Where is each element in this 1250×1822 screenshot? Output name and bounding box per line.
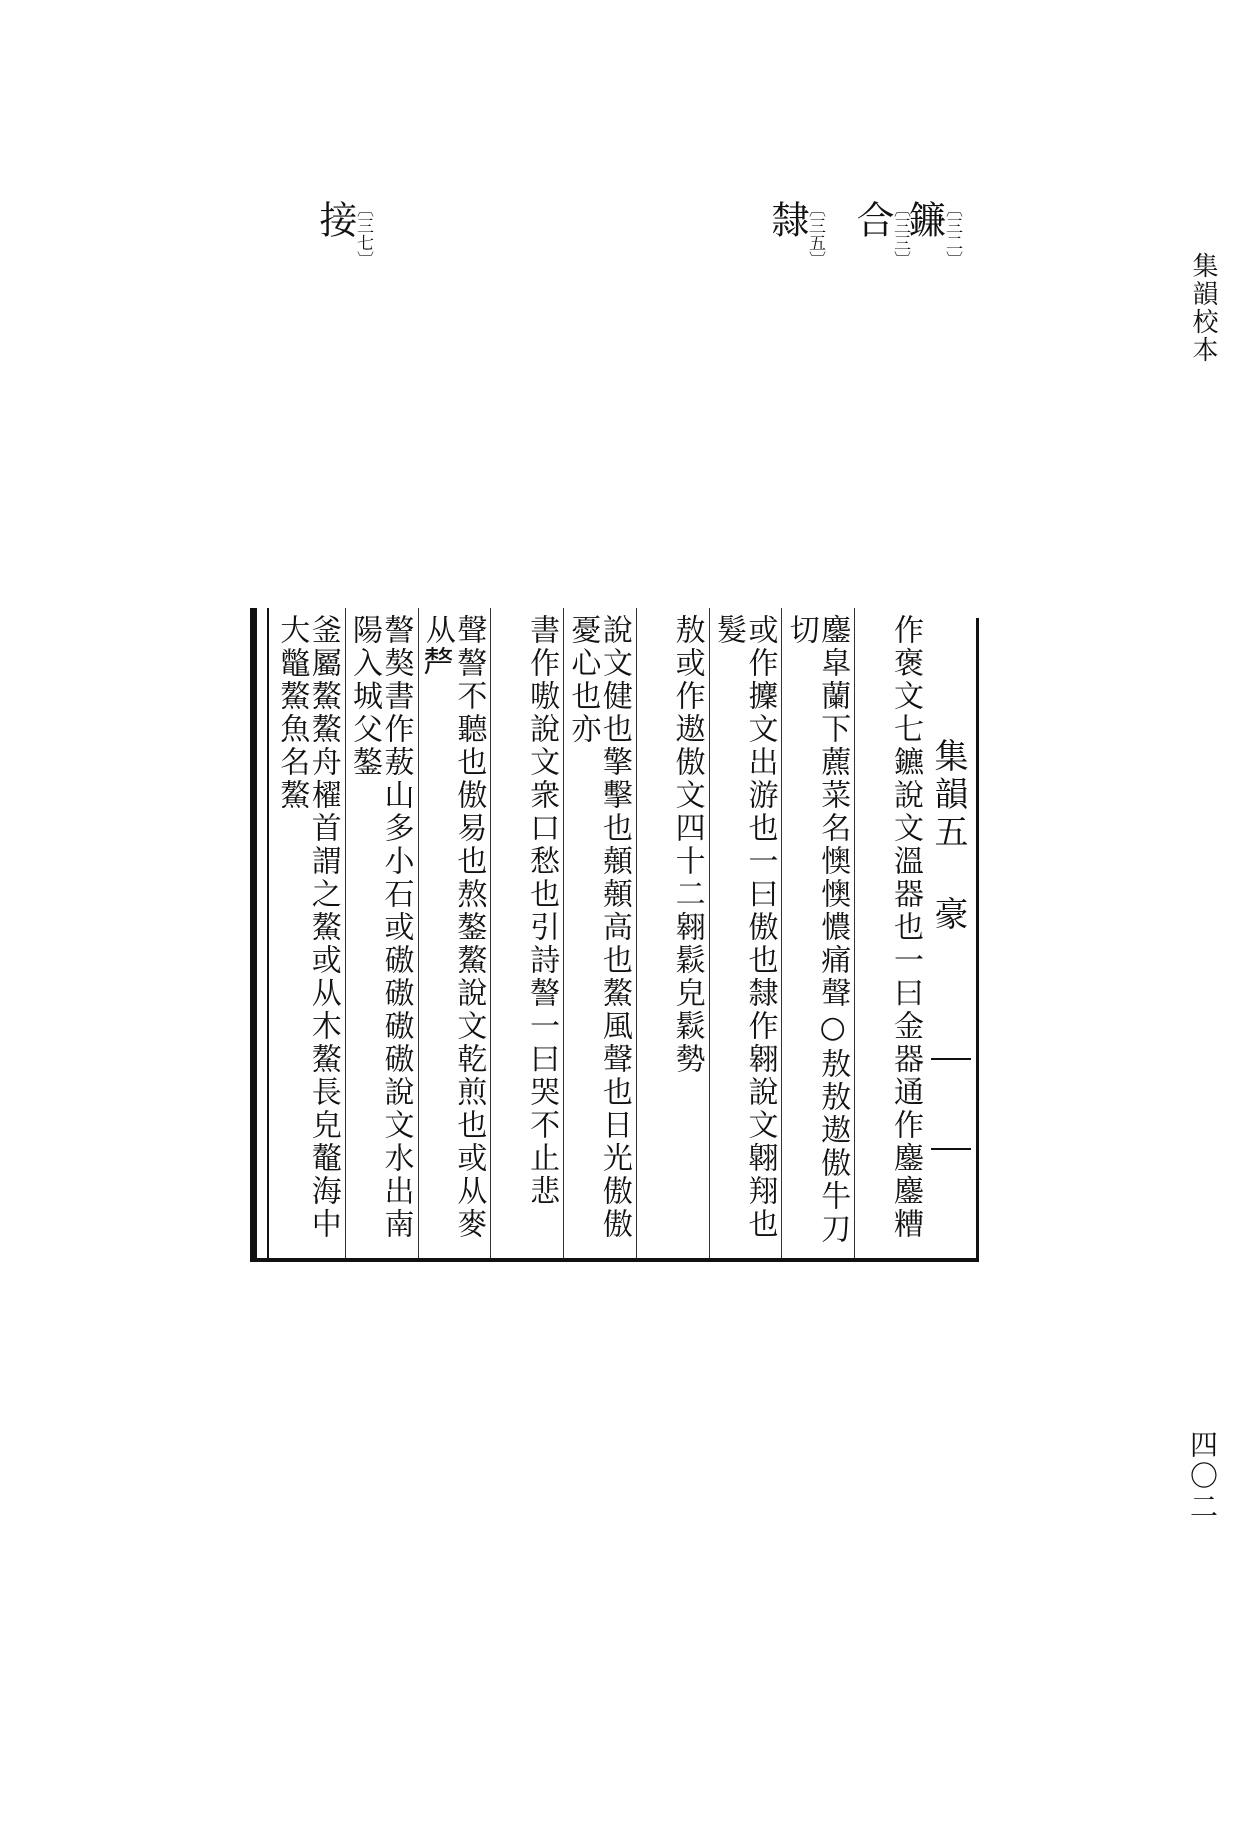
note-char: 接 bbox=[313, 200, 357, 238]
note-number: 〔三三〕 bbox=[890, 200, 910, 268]
text-column bbox=[490, 608, 563, 1258]
note-27 bbox=[313, 200, 373, 274]
note-23 bbox=[850, 200, 910, 274]
note-char: 合 bbox=[850, 200, 894, 238]
frame-inner-line bbox=[267, 608, 269, 1258]
note-char: 隸 bbox=[765, 200, 809, 238]
frame-right-line bbox=[976, 618, 979, 1258]
note-number: 〔三五〕 bbox=[805, 200, 825, 268]
column-text: 作褒文七鑣說文溫器也一曰金器通作鏖鏖糟 bbox=[888, 614, 923, 1241]
column-text: 謷獒書作蔜山多小石或磝磝磝磝說文水出南陽入城父鏊 bbox=[347, 614, 414, 1241]
text-column bbox=[781, 608, 854, 1258]
note-number: 〔三二〕 bbox=[942, 200, 962, 268]
text-column bbox=[418, 608, 491, 1258]
column-text: 鏖皐蘭下藨菜名懊懊憹痛聲○敖敖遨傲牛刀切 bbox=[783, 614, 851, 1246]
text-column bbox=[854, 608, 927, 1258]
margin-label: 集韻五 豪 bbox=[928, 738, 968, 934]
text-column bbox=[636, 608, 709, 1258]
column-text: 說文健也擎擊也顤顤高也鰲風聲也日光傲傲憂心也亦 bbox=[565, 614, 632, 1241]
note-25 bbox=[765, 200, 825, 274]
text-column bbox=[563, 608, 636, 1258]
text-column bbox=[273, 608, 345, 1258]
text-column bbox=[709, 608, 782, 1258]
column-text: 敖或作遨傲文四十二翱鬏皃鬏勢 bbox=[669, 614, 705, 1076]
note-char: 鐮 bbox=[902, 200, 946, 238]
page-number: 四〇二 bbox=[1186, 1430, 1219, 1523]
column-text: 釜屬鰲鰲舟櫂首謂之鰲或从木鰲長皃鼇海中大鼈鰲魚名鰲 bbox=[274, 614, 341, 1241]
note-22 bbox=[902, 200, 962, 274]
margin-tick bbox=[931, 1058, 971, 1060]
margin-tick bbox=[931, 1148, 971, 1150]
column-text: 或作攈文出游也一曰傲也隸作翱說文翺翔也髮 bbox=[710, 614, 778, 1241]
column-text: 聲謷不聽也傲易也熬鏊鰲說文乾煎也或从麥从𠩺 bbox=[419, 614, 487, 1241]
column-text: 書作嗷說文衆口愁也引詩謷一曰哭不止悲 bbox=[524, 614, 560, 1208]
text-columns bbox=[273, 608, 927, 1258]
scanned-page bbox=[250, 608, 979, 1262]
note-number: 〔三七〕 bbox=[353, 200, 373, 268]
book-title: 集韻校本 bbox=[1188, 252, 1218, 364]
text-column bbox=[345, 608, 418, 1258]
